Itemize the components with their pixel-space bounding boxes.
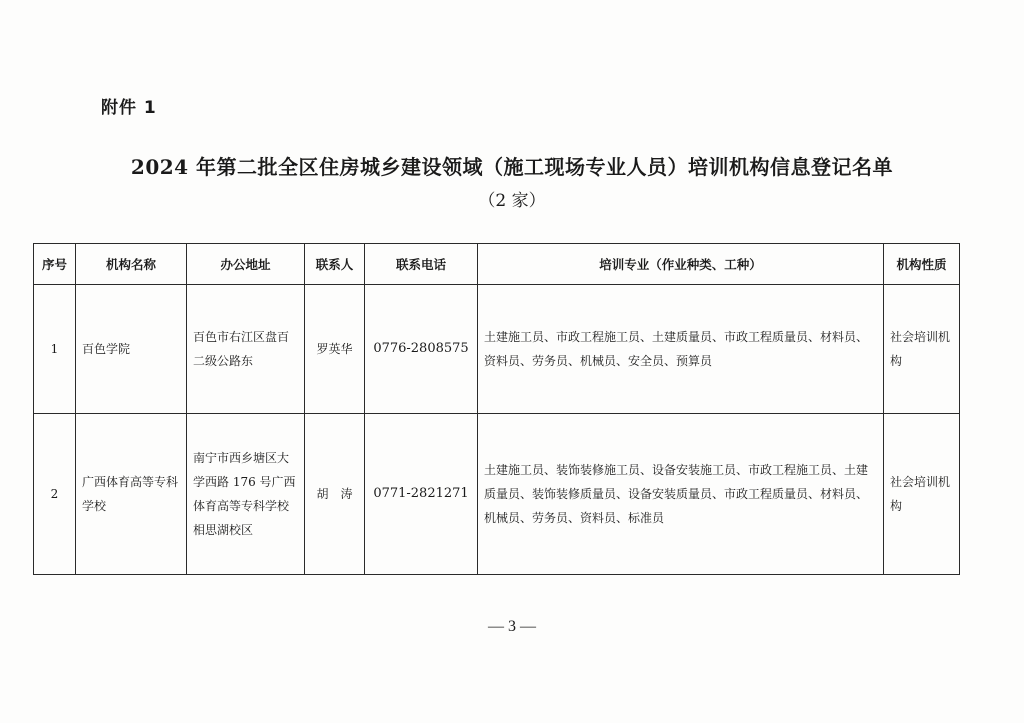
document-subtitle: （2 家） bbox=[478, 191, 546, 211]
cell-specialties: 土建施工员、装饰装修施工员、设备安装施工员、市政工程施工员、土建质量员、装饰装修质量员、设备安装质量员、市政工程质量员、材料员、机械员、劳务员、资料员、标准员 bbox=[478, 414, 884, 575]
header-nature: 机构性质 bbox=[884, 244, 960, 285]
cell-contact: 胡 涛 bbox=[305, 414, 365, 575]
header-specialties: 培训专业（作业种类、工种） bbox=[478, 244, 884, 285]
header-address: 办公地址 bbox=[187, 244, 305, 285]
cell-index: 1 bbox=[34, 285, 76, 414]
cell-nature: 社会培训机构 bbox=[884, 414, 960, 575]
registration-table bbox=[33, 243, 960, 575]
cell-contact: 罗英华 bbox=[305, 285, 365, 414]
header-index: 序号 bbox=[34, 244, 76, 285]
document-title: 2024 年第二批全区住房城乡建设领域（施工现场专业人员）培训机构信息登记名单 bbox=[130, 155, 894, 179]
header-name: 机构名称 bbox=[76, 244, 187, 285]
page-number: — 3 — bbox=[488, 618, 536, 635]
table-row bbox=[34, 414, 960, 575]
cell-phone: 0771-2821271 bbox=[365, 414, 478, 575]
table-row bbox=[34, 285, 960, 414]
cell-address: 南宁市西乡塘区大学西路 176 号广西体育高等专科学校相思湖校区 bbox=[187, 414, 305, 575]
cell-phone: 0776-2808575 bbox=[365, 285, 478, 414]
cell-specialties: 土建施工员、市政工程施工员、土建质量员、市政工程质量员、材料员、资料员、劳务员、机械员、安全员、预算员 bbox=[478, 285, 884, 414]
cell-address: 百色市右江区盘百二级公路东 bbox=[187, 285, 305, 414]
cell-index: 2 bbox=[34, 414, 76, 575]
cell-name: 百色学院 bbox=[76, 285, 187, 414]
header-contact: 联系人 bbox=[305, 244, 365, 285]
cell-nature: 社会培训机构 bbox=[884, 285, 960, 414]
header-phone: 联系电话 bbox=[365, 244, 478, 285]
table-header-row bbox=[34, 244, 960, 285]
cell-name: 广西体育高等专科学校 bbox=[76, 414, 187, 575]
attachment-label: 附件 1 bbox=[101, 98, 157, 118]
